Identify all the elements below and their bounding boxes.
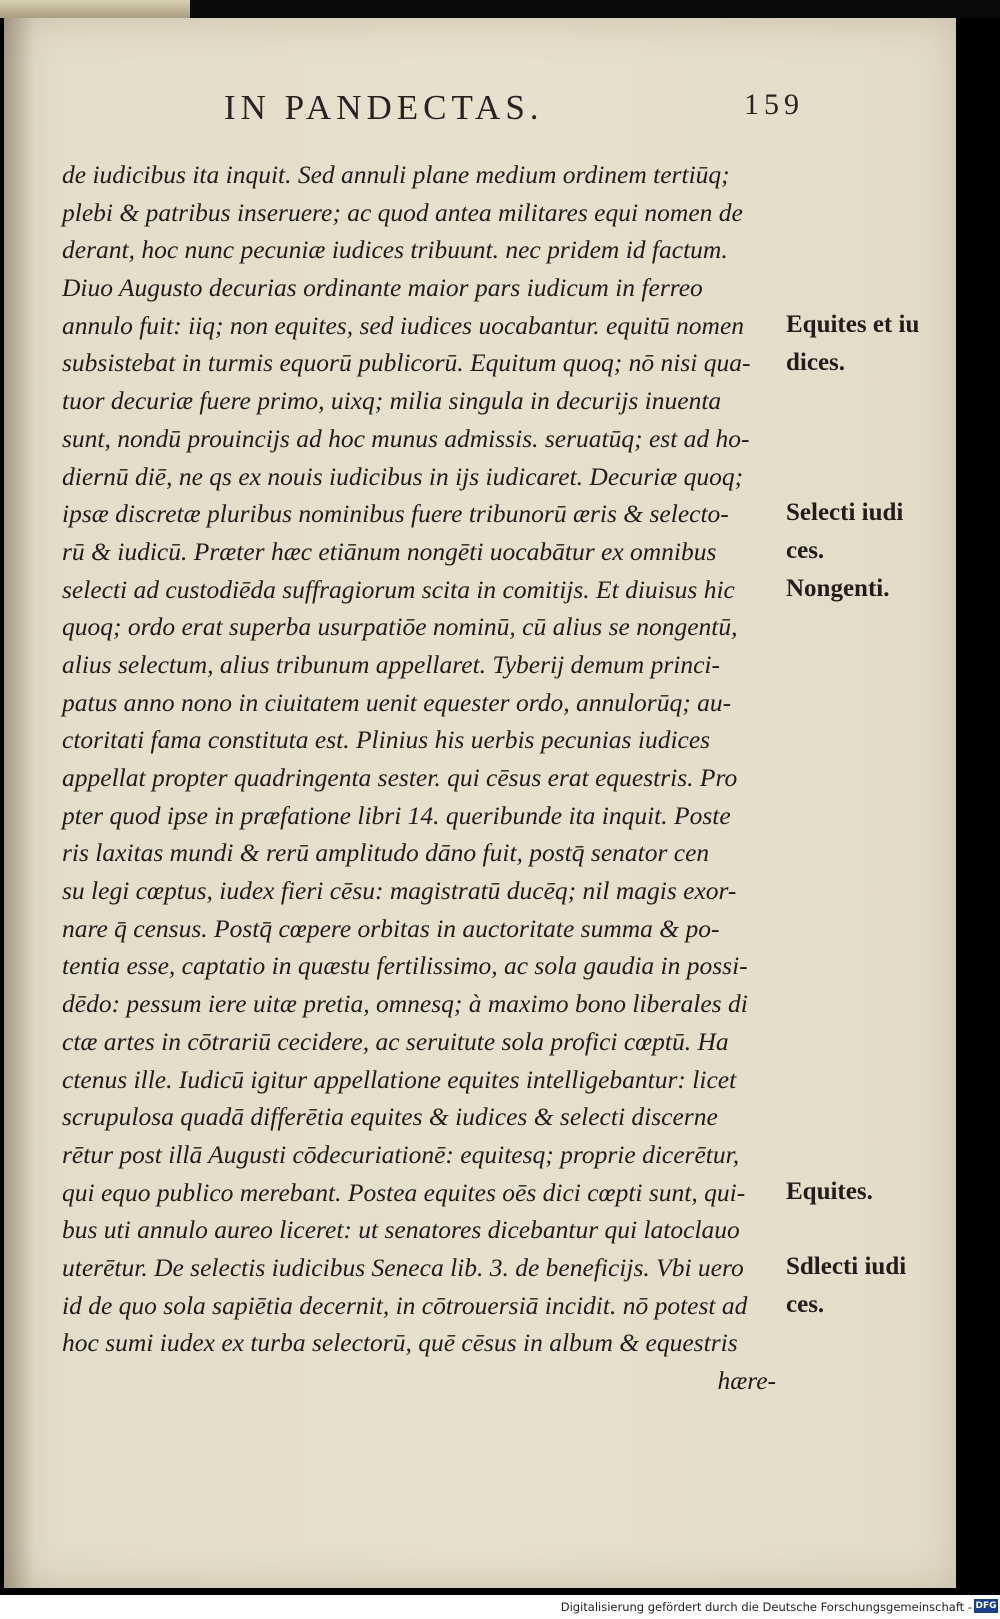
marginal-note: ces. — [786, 1291, 825, 1318]
marginal-note: Equites et iu — [786, 310, 920, 338]
book-spine-edge — [0, 0, 190, 18]
text-line: plebi & patribus inseruere; ac quod antea militares equi nomen de — [62, 197, 743, 227]
body-text — [62, 156, 782, 1400]
text-line: hoc sumi iudex ex turba selectorū, quē cēsus in album & equestris — [62, 1328, 738, 1358]
text-line: ctenus ille. Iudicū igitur appellatione equites intelligebantur: licet — [62, 1064, 737, 1094]
text-line: nare q̄ census. Postq̄ cœpere orbitas in auctoritate summa & po- — [62, 913, 720, 943]
text-line: patus anno nono in ciuitatem uenit equester ordo, annulorūq; au- — [62, 687, 732, 717]
text-line: qui equo publico merebant. Postea equites oēs dici cœpti sunt, qui- — [62, 1177, 746, 1207]
text-line: sunt, nondū prouincijs ad hoc munus admissis. seruatūq; est ad ho- — [62, 423, 750, 453]
text-line: annulo fuit: iiq; non equites, sed iudices uocabantur. equitū nomen — [62, 310, 745, 340]
text-line: selecti ad custodiēda suffragiorum scita in comitijs. Et diuisus hic — [62, 574, 735, 604]
dfg-logo: DFG — [975, 1601, 997, 1611]
text-line: ctoritati fama constituta est. Plinius his uerbis pecunias iudices — [62, 725, 711, 755]
text-line: su legi cœptus, iudex fieri cēsu: magistratū ducēq; nil magis exor- — [62, 876, 737, 906]
text-line: scrupulosa quadā differētia equites & iudices & selecti discerne — [62, 1102, 718, 1132]
gutter-shadow — [4, 18, 34, 1588]
marginal-note: ces. — [786, 537, 825, 564]
text-line: pter quod ipse in præfatione libri 14. queribunde ita inquit. Poste — [62, 800, 731, 830]
text-line: quoq; ordo erat superba usurpatiōe nominū, cū alius se nongentū, — [62, 612, 738, 642]
text-line: tuor decuriæ fuere primo, uixq; milia singula in decurijs inuenta — [62, 386, 722, 416]
page-number: 159 — [744, 88, 804, 121]
text-line: ipsæ discretæ pluribus nominibus fuere tribunorū æris & selecto- — [62, 499, 729, 529]
text-line: derant, hoc nunc pecuniæ iudices tribuunt. nec pridem id factum. — [62, 235, 728, 265]
book-page — [4, 18, 956, 1588]
funding-credit: Digitalisierung gefördert durch die Deutsche Forschungsgemeinschaft - — [560, 1600, 972, 1614]
text-line: hære- — [717, 1366, 776, 1395]
text-line: diernū diē, ne qs ex nouis iudicibus in ijs iudicaret. Decuriæ quoq; — [62, 461, 744, 491]
text-line: tentia esse, captatio in quæstu fertilissimo, ac sola gaudia in possi- — [62, 951, 748, 981]
text-line: bus uti annulo aureo liceret: ut senatores dicebantur qui latoclauo — [62, 1215, 740, 1245]
marginal-note: Selecti iudi — [786, 499, 904, 527]
marginal-note: Equites. — [786, 1177, 873, 1205]
text-line: rū & iudicū. Præter hæc etiānum nongēti uocabātur ex omnibus — [62, 536, 717, 566]
text-line: subsistebat in turmis equorū publicorū. Equitum quoq; nō nisi qua- — [62, 348, 751, 378]
text-line: ris laxitas mundi & rerū amplitudo dāno fuit, postq̄ senator cen — [62, 838, 710, 868]
footer-bar — [0, 1595, 1000, 1619]
running-head — [164, 88, 804, 138]
text-line: id de quo sola sapiētia decernit, in cōtrouersiā incidit. nō potest ad — [62, 1290, 748, 1320]
text-line: alius selectum, alius tribunum appellaret. Tyberij demum princi- — [62, 649, 720, 679]
text-line: uterētur. De selectis iudicibus Seneca lib. 3. de beneficijs. Vbi uero — [62, 1252, 744, 1282]
text-line: ctæ artes in cōtrariū cecidere, ac seruitute sola profici cœptū. Ha — [62, 1026, 729, 1056]
text-line: Diuo Augusto decurias ordinante maior pars iudicum in ferreo — [62, 273, 703, 303]
text-line: dēdo: pessum iere uitæ pretia, omnesq; à maximo bono liberales di — [62, 989, 748, 1019]
marginal-note: dices. — [786, 348, 846, 376]
marginal-note: Nongenti. — [786, 574, 890, 602]
text-line: appellat propter quadringenta sester. qui cēsus erat equestris. Pro — [62, 763, 738, 792]
text-line: de iudicibus ita inquit. Sed annuli plane medium ordinem tertiūq; — [62, 160, 730, 189]
running-head-title: IN PANDECTAS. — [224, 88, 544, 127]
text-line: rētur post illā Augusti cōdecuriationē: equitesq; proprie dicerētur, — [62, 1139, 740, 1169]
marginal-note: Sdlecti iudi — [786, 1253, 907, 1281]
